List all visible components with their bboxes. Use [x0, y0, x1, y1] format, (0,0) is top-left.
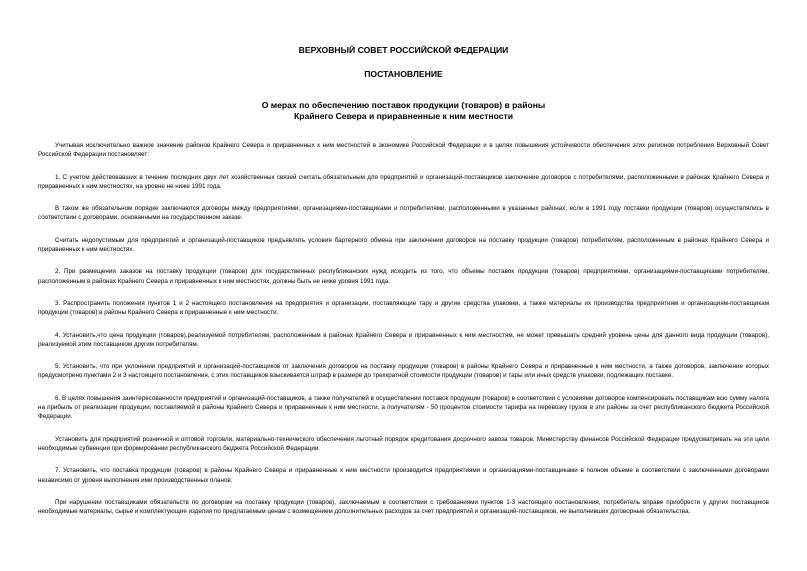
paragraph-2: 2. При размещении заказов на поставку продукции (товаров) для государственных республиканских нужд исходить из того, что объемы поставок продукции (товаров) предприятиями, организациями-поставщиками потребителям, расположенным в районах Крайнего Севера и приравненных к ним местностях, должны быть не ниже уровня 1991 года. [38, 268, 769, 285]
paragraph-1-b: В таком же обязательном порядке заключаются договоры между предприятиями, организациями-поставщиками и потребителями, расположенными в указанных районах, если в 1991 году поставки продукции (товаров) осуществлялись в соответствии с договорами, основанными на государственном заказе. [38, 205, 769, 222]
paragraph-1: 1. С учетом действовавших в течение последних двух лет хозяйственных связей считать обязательным для предприятий и организаций-поставщиков заключение договоров с потребителями, расположенными в районах Крайнего Севера и приравненных к ним местностях, на уровне не ниже 1991 года. [38, 173, 769, 190]
document-title [0, 100, 807, 122]
document-title-line-1: О мерах по обеспечению поставок продукции (товаров) в районы [261, 100, 546, 110]
paragraph-5: 5. Установить, что при уклонении предприятий и организаций-поставщиков от заключения договоров на поставку продукции (товаров) в районы Крайнего Севера и приравненные к ним местности, а также договоров, заключение которых предусмотрено пунктами 2 и 3 настоящего постановления, с этих поставщиков взыскивается штраф в размере до трехкратной стоимости продукции (товаров) и тары или иных средств упаковки, подлежащих поставке. [38, 363, 769, 380]
paragraph-3: 3. Распространить положения пунктов 1 и 2 настоящего постановления на предприятия и организации, поставляющие тару и другие средства упаковки, а также материалы их производства предприятиям и организациям-поставщикам продукции (товаров) в районы Крайнего Севера и приравненные к ним местности. [38, 299, 769, 317]
document-body [38, 141, 769, 529]
paragraph-4: 4. Установить,что цена продукции (товаров),реализуемой потребителям, расположенным в районах Крайнего Севера и приравненных к ним местностям, не может превышать средний уровень цены для данного вида продукции (товаров), реализуемой этим поставщиком другим потребителям. [38, 331, 769, 348]
paragraph-7: 7. Установить, что поставка продукции (товаров) в районы Крайнего Севера и приравненные к ним местности производится предприятиями и организациями-поставщиками в полном объеме в соответствии с заключенными договорами независимо от уровня выполнения ими производственных планов. [38, 467, 769, 484]
paragraph-7-b: При нарушении поставщиками обязательств по договорам на поставку продукции (товаров), заключаемым в соответствии с требованиями пунктов 1-3 настоящего постановления, потребитель вправе приобрести у других поставщиков необходимые материалы, сырье и комплектующие изделия по предлагаемым ценам с возмещением дополнительных расходов за счет предприятий и организаций-поставщиков, не выполнивших договорные обязательства. [38, 498, 769, 516]
paragraph-preamble: Учитывая исключительно важное значение районов Крайнего Севера и приравненных к ним местностей в экономике Российской Федерации и в целях повышения устойчивости обеспечения этих регионов потребления Верховный Совет Российской Федерации постановляет: [38, 142, 769, 159]
document-title-line-2: Крайнего Севера и приравненные к ним местности [293, 111, 514, 121]
issuer-heading: ВЕРХОВНЫЙ СОВЕТ РОССИЙСКОЙ ФЕДЕРАЦИИ [298, 45, 509, 55]
paragraph-6-b: Установить для предприятий розничной и оптовой торговли, материально-технического обеспечения льготный порядок кредитования досрочного завоза товаров. Министерству финансов Российской Федерации предусматривать на эти цели необходимые субвенции при формировании республиканского бюджета Российской Федерации. [38, 435, 769, 452]
paragraph-1-c: Считать недопустимым для предприятий и организаций-поставщиков предъявлять условия бартерного обмена при заключении договоров на поставку продукции (товаров) потребителям, расположенным в районах Крайнего Севера и приравненных к ним местностях. [38, 236, 769, 254]
paragraph-6: 6. В целях повышения заинтересованности предприятий и организаций-поставщиков, а также получателей в осуществлении поставок продукции (товаров) в соответствии с условиями договоров компенсировать поставщикам всю сумму налога на прибыль от реализации продукции, поставляемой в районы Крайнего Севера и приравненные к ним местности, а получателям - 50 процентов стоимости тарифа на перевозку грузов в эти районы за счет республиканского бюджета Российской Федерации. [38, 394, 769, 421]
document-type-heading: ПОСТАНОВЛЕНИЕ [364, 69, 443, 79]
